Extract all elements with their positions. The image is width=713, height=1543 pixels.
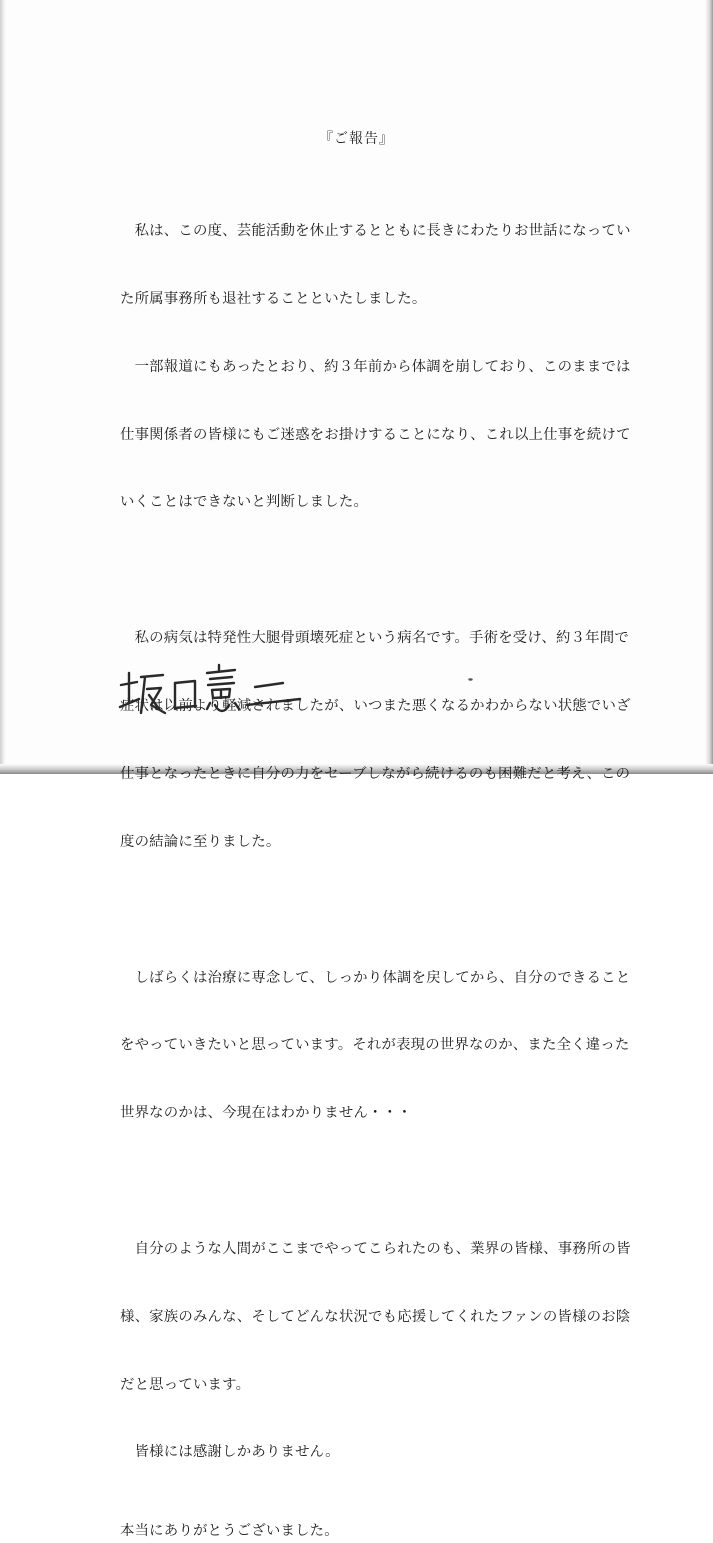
paragraph-spacer xyxy=(120,559,660,582)
text-line: 度の結論に至りました。 xyxy=(120,833,281,850)
scan-shadow-left xyxy=(0,0,6,774)
text-line: をやっていきたいと思っています。それが表現の世界なのか、また全く違った xyxy=(120,1037,630,1054)
paragraph-3 xyxy=(120,921,660,1170)
paragraph-1 xyxy=(120,175,660,559)
text-line: 皆様には感謝しかありません。 xyxy=(120,1444,340,1461)
text-line: 仕事関係者の皆様にもご迷惑をお掛けすることになり、これ以上仕事を続けて xyxy=(120,426,631,443)
paragraph-spacer xyxy=(120,898,660,921)
text-line: 仕事となったときに自分の力をセーブしながら続けるのも困難だと考え、この xyxy=(120,765,631,782)
text-line: いくことはできないと判断しました。 xyxy=(120,494,369,511)
text-line: だと思っています。 xyxy=(120,1376,251,1393)
text-line: しばらくは治療に専念して、しっかり体調を戻してから、自分のできること xyxy=(120,969,631,986)
text-line: 一部報道にもあったとおり、約３年前から体調を崩しており、このままでは xyxy=(120,358,631,375)
scan-speck xyxy=(468,678,473,681)
paragraph-4 xyxy=(120,1193,660,1509)
letter-body xyxy=(120,175,660,1543)
text-line: 私は、この度、芸能活動を休止するとともに長きにわたりお世話になってい xyxy=(120,223,631,240)
text-line: 自分のような人間がここまでやってこられたのも、業界の皆様、事務所の皆 xyxy=(120,1241,631,1258)
paragraph-2 xyxy=(120,582,660,898)
paragraph-spacer xyxy=(120,1170,660,1193)
scan-shadow-right xyxy=(705,0,713,774)
handwritten-signature xyxy=(115,655,315,725)
text-line: 世界なのかは、今現在はわかりません・・・ xyxy=(120,1105,412,1122)
text-line: 様、家族のみんな、そしてどんな状況でも応援してくれたファンの皆様のお陰 xyxy=(120,1308,631,1325)
text-line: た所属事務所も退社することといたしました。 xyxy=(120,290,427,307)
closing-line: 本当にありがとうございました。 xyxy=(120,1523,339,1540)
text-line: 症状は以前より軽減されましたが、いつまた悪くなるかわからない状態でいざ xyxy=(120,698,631,715)
letter-title: 『ご報告』 xyxy=(319,131,394,147)
text-line: 私の病気は特発性大腿骨頭壊死症という病名です。手術を受け、約３年間で xyxy=(120,630,629,647)
